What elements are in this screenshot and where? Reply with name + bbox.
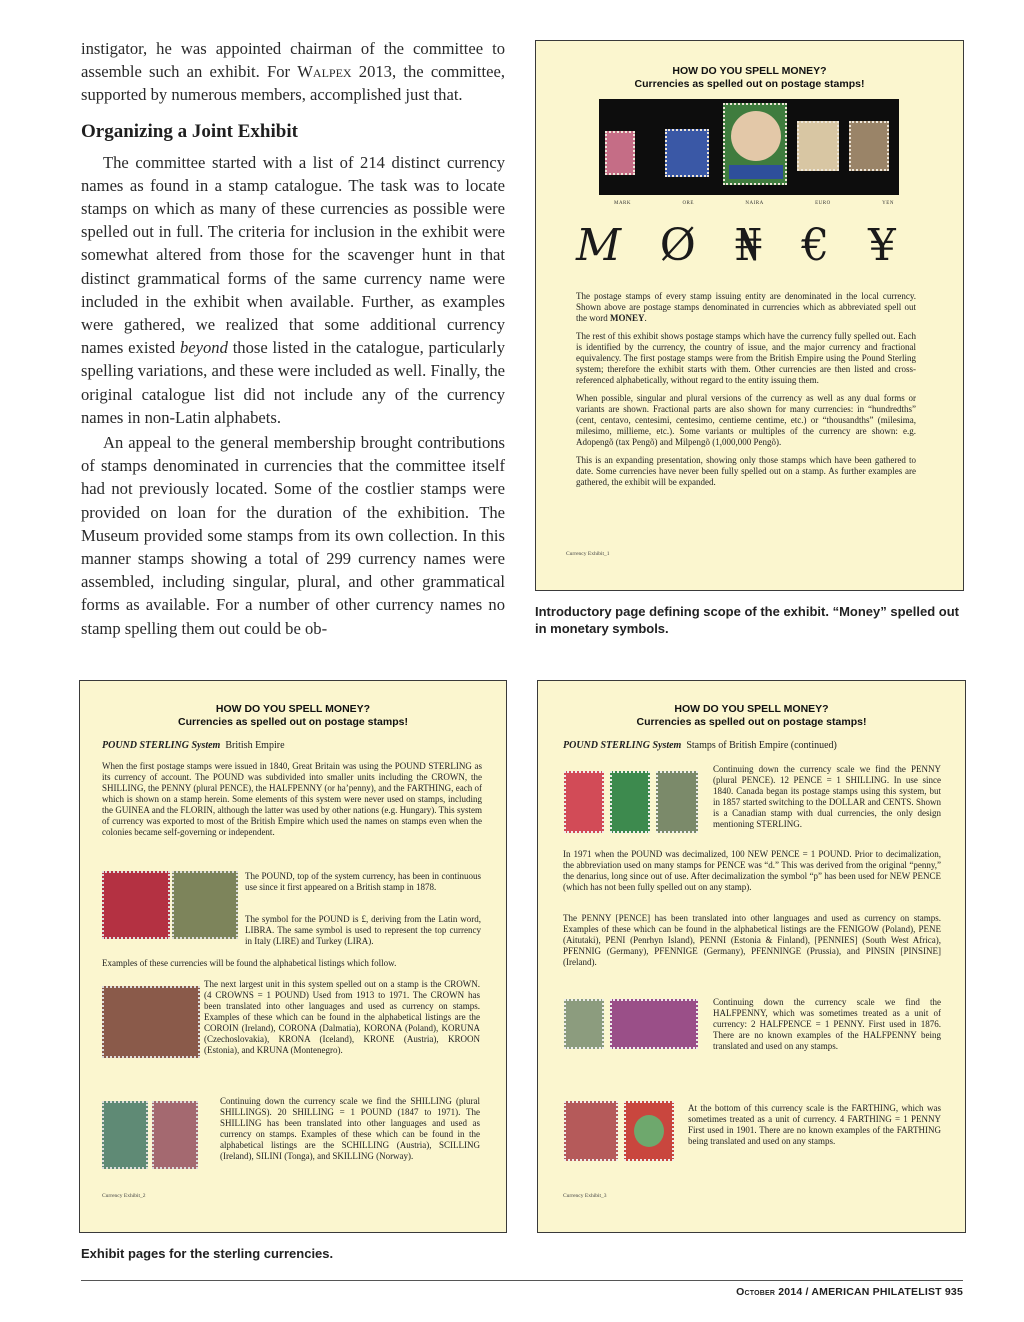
walpex-name: Walpex — [297, 62, 352, 82]
article-paragraph: instigator, he was appointed chairman of the committee to assemble such an exhibit. For Walpex 2013, the committee, supported by numerous members, accomplished just that. — [81, 39, 505, 105]
caption-intro: Introductory page defining scope of the exhibit. “Money” spelled out in monetary symbols. — [535, 604, 959, 636]
symbol-yen: ¥ — [867, 220, 896, 271]
farthing-text: At the bottom of this currency scale is the FARTHING, which was sometimes treated as a unit of currency. 4 FARTHING = 1 PENNY First used in 1901. There are no known examples of the FARTHING being translated and used on any stamps. — [688, 1103, 941, 1146]
exhibit-page-intro — [535, 40, 964, 591]
stamp-shilling-green — [102, 1101, 148, 1169]
stamp-penny-canada — [656, 771, 698, 833]
stamp-penny-red — [564, 771, 604, 833]
stamp-label: NAIRA — [745, 201, 764, 206]
board-tag: Currency Exhibit_3 — [563, 1193, 607, 1199]
symbol-mark: M — [576, 220, 622, 271]
stamp-halfpenny-1 — [564, 999, 604, 1049]
intro-paragraph: This is an expanding presentation, showing only those stamps which have been gathered to date. Some currencies have never been fully spelled out on a stamp. As further examples are gathered, the exhibit will be expanded. — [576, 455, 916, 487]
stamp-naira — [723, 103, 787, 185]
symbol-naira: ₦ — [734, 220, 763, 271]
stamp-farthing-2 — [624, 1101, 674, 1161]
stamp-euro — [797, 121, 839, 171]
stamp-label: YEN — [882, 201, 894, 206]
stamp-penny-green — [610, 771, 650, 833]
intro-paragraph: When possible, singular and plural versions of the currency as well as any dual forms or variants are shown. Fractional parts are also shown for many currencies: in “hundredths” (cent, centavo, centesimi, centesimo, centieme centime, etc.) or “thousandths” (milesima, milesimo, millieme, etc.). Some variants or multiples of the currency are shown: e.g. Adopengõ (tax Pengõ) and Milpengõ (1,000,000 Pengõ). — [576, 393, 916, 447]
exhibit-page-sterling-1 — [79, 680, 507, 1233]
money-symbols — [576, 221, 896, 271]
examples-note: Examples of these currencies will be found the alphabetical listings which follow. — [102, 958, 397, 968]
caption-sterling: Exhibit pages for the sterling currencies. — [81, 1246, 334, 1261]
board-title: HOW DO YOU SPELL MONEY? — [674, 703, 829, 715]
stamp-pound-red — [102, 871, 170, 939]
stamp-label: ORE — [682, 201, 694, 206]
article-column — [81, 37, 505, 640]
penny-text: Continuing down the currency scale we find the PENNY (plural PENCE). 12 PENCE = 1 SHILLING. In use since 1840. Canada began its postage stamps using this system, but in 1857 started switching to the DOLLAR and CENTS. Shown is a Canadian stamp with dual currencies, the only design mentioning STERLING. — [713, 764, 941, 829]
footer-rule — [81, 1280, 963, 1281]
board-tag: Currency Exhibit_1 — [566, 551, 610, 557]
board-title: HOW DO YOU SPELL MONEY? — [215, 703, 371, 715]
system-line: POUND STERLING System British Empire — [102, 740, 285, 751]
stamp-strip — [599, 99, 899, 195]
shilling-text: Continuing down the currency scale we find the SHILLING (plural SHILLINGS). 20 SHILLING = 1 POUND (1847 to 1971). The SHILLING has been translated into other languages and used as currency on stamps. Examples of these which can be found in the alphabetical listings are the SCHILLING (Austria), SCILLING (Ireland), SILINI (Tonga), and SKILLING (Norway). — [220, 1096, 480, 1161]
article-paragraph: The committee started with a list of 214 distinct currency names as found in a stamp catalogue. The task was to locate stamps on which as many of these currencies as possible were spelled out in full. The criteria for inclusion in the exhibit were somewhat altered from those for the scavenger hunt in that distinct grammatical forms of the same currency name were included in the exhibit when available. Further, as examples were gathered, we realized that some additional currency names existed beyond those listed in the catalogue, particularly spelling variations, and these were included as well. Finally, the original catalogue list did not include any of the currency names in non-Latin alphabets. — [81, 152, 505, 427]
sterling-intro: When the first postage stamps were issued in 1840, Great Britain was using the POUND STERLING as its currency of account. The POUND was subdivided into smaller units including the CROWN, the SHILLING, the PENNY (plural PENCE), the HALFPENNY (or ha’penny), and the FARTHING, each of which is shown on a stamp herein. Some elements of this system were never used on stamps, including the GUINEA and the FLORIN, although the latter was used by other nations (e.g. Hungary). This system of currency was exported to most of the British Empire which used the names on stamps even when the colonies became self-governing or independent. — [102, 761, 482, 837]
stamp-shilling-red — [152, 1101, 198, 1169]
stamp-yen — [849, 121, 889, 171]
stamp-labels — [614, 201, 894, 206]
stamp-mark — [605, 131, 635, 175]
crown-text: The next largest unit in this system spelled out on a stamp is the CROWN. (4 CROWNS = 1 POUND) Used from 1913 to 1971. The CROWN has been translated into other languages and used as currency on stamps. Examples of these which can be found in the alphabetical listings are the COROIN (Ireland), CORONA (Dalmatia), KORONA (Poland), KORUNA (Czechoslovakia), KRONA (Iceland), KRONE (Austria), KROON (Estonia), and KRUNA (Montenegro). — [204, 979, 480, 1055]
section-heading: Organizing a Joint Exhibit — [81, 120, 298, 142]
stamp-ore — [665, 129, 709, 177]
article-paragraph: An appeal to the general membership brought contributions of stamps denominated in currencies that the committee itself had not previously located. Some of the costlier stamps were provided on loan for the duration of the exhibition. The Museum provided some stamps from its own collection. In this manner stamps showing a total of 299 currency names were assembled, including singular, plural, and other grammatical forms as available. For a number of other currency names no stamp spelling them out could be ob- — [81, 433, 505, 638]
stamp-crown — [102, 986, 200, 1058]
stamp-pound-green — [172, 871, 238, 939]
intro-paragraph: The postage stamps of every stamp issuing entity are denominated in the local currency. Shown above are postage stamps denominated in currencies which as abbreviated spell out the word MONEY. — [576, 291, 916, 323]
exhibit-page-sterling-2 — [537, 680, 966, 1233]
intro-paragraph: The rest of this exhibit shows postage stamps which have the currency fully spelled out. Each is identified by the currency, the country of issue, and the major currency and fractional equivalency. The first postage stamps were from the British Empire using the Pound Sterling system; therefore the exhibit starts with them. Other currencies are then listed and cross-referenced alphabetically, without regard to the entity issuing them. — [576, 331, 916, 385]
intro-text — [576, 291, 916, 495]
stamp-label: MARK — [614, 201, 632, 206]
board-subtitle: Currencies as spelled out on postage stamps! — [178, 716, 408, 728]
system-line: POUND STERLING System Stamps of British Empire (continued) — [563, 740, 837, 751]
halfpenny-text: Continuing down the currency scale we find the HALFPENNY, which was sometimes treated as a unit of currency: 2 HALFPENCE = 1 PENNY. First used in 1876. There are no known examples of the HALFPENNY being translated and used on any stamps. — [713, 997, 941, 1051]
symbol-euro: € — [801, 220, 830, 271]
translated-text: The PENNY [PENCE] has been translated into other languages and used as currency on stamps. Examples of these which can be found in the alphabetical listings are the FENIGOW (Poland), PENE (Aitutaki), PENI (Penrhyn Island), PENNI (Estonia & Finland), [PENNIES] (South West Africa), PFENNIG (Germany), PFENNIGE (Germany), PFENNINGE (Prussia), and PINSIN [PINSINE] (Ireland). — [563, 913, 941, 967]
board-subtitle: Currencies as spelled out on postage stamps! — [636, 716, 867, 728]
pound-symbol-text: The symbol for the POUND is £, deriving from the Latin word, LIBRA. The same symbol is used to represent the top currency in Italy (LIRE) and Turkey (LIRA). — [245, 914, 481, 946]
decimal-text: In 1971 when the POUND was decimalized, 100 NEW PENCE = 1 POUND. Prior to decimalization, the abbreviation used on many stamps for PENCE was “d.” This was derived from the original “penny,” the denarius, long since out of use. After decimalization the symbol “p” has been used for NEW PENCE (which has not been fully spelled out on any stamp). — [563, 849, 941, 892]
pound-text: The POUND, top of the system currency, has been in continuous use since it first appeared on a British stamp in 1878. — [245, 871, 481, 892]
stamp-label: EURO — [815, 201, 831, 206]
board-subtitle: Currencies as spelled out on postage stamps! — [634, 78, 865, 90]
board-tag: Currency Exhibit_2 — [102, 1193, 146, 1199]
stamp-farthing-1 — [564, 1101, 618, 1161]
board-title: HOW DO YOU SPELL MONEY? — [672, 65, 827, 77]
stamp-halfpenny-2 — [610, 999, 698, 1049]
symbol-ore: Ø — [659, 220, 696, 271]
page-footer: October 2014 / AMERICAN PHILATELIST 935 — [736, 1286, 963, 1298]
